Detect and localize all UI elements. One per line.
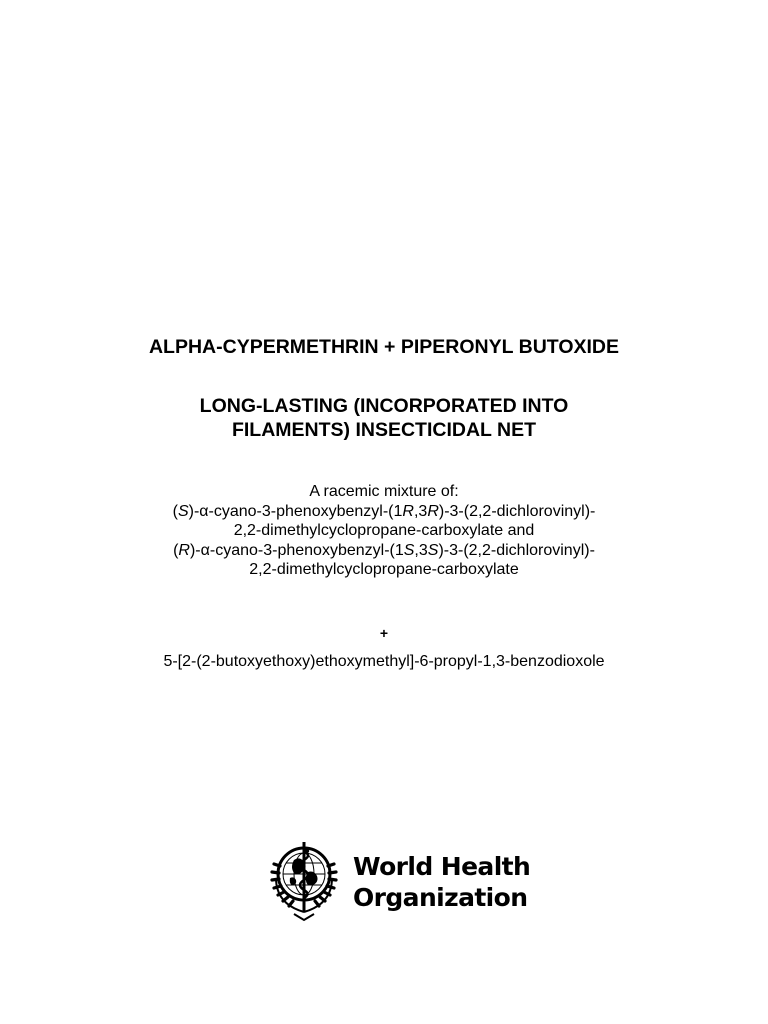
text-fragment: -cyano-3-phenoxybenzyl-(1	[209, 541, 404, 559]
who-wordmark-line-1: World Health	[353, 852, 531, 881]
chemical-description	[0, 482, 768, 580]
document-title: ALPHA-CYPERMETHRIN + PIPERONYL BUTOXIDE	[148, 336, 620, 358]
stereo-descriptor: S	[403, 541, 415, 559]
plus-sign: +	[379, 625, 389, 641]
stereo-descriptor: R	[427, 502, 439, 520]
document-subtitle	[0, 394, 768, 442]
subtitle-line-1: LONG-LASTING (INCORPORATED INTO	[199, 395, 569, 417]
stereo-descriptor: R	[402, 502, 414, 520]
subtitle-line-2: FILAMENTS) INSECTICIDAL NET	[231, 419, 537, 441]
text-fragment: -cyano-3-phenoxybenzyl-(1	[208, 502, 403, 520]
text-fragment: (	[172, 502, 178, 520]
stereo-descriptor: S	[427, 541, 439, 559]
second-compound: 5-[2-(2-butoxyethoxy)ethoxymethyl]-6-propyl-1,3-benzodioxole	[163, 653, 605, 670]
alpha-symbol: α	[200, 541, 210, 559]
chemical-line-1	[0, 502, 768, 522]
chemical-intro: A racemic mixture of:	[309, 483, 459, 500]
text-fragment: )-3-(2,2-dichlorovinyl)-	[438, 541, 595, 559]
chemical-line-2: 2,2-dimethylcyclopropane-carboxylate and	[233, 522, 535, 539]
who-emblem-icon	[264, 838, 344, 924]
stereo-descriptor: S	[177, 502, 189, 520]
who-wordmark-line-2: Organization	[353, 883, 528, 912]
stereo-descriptor: R	[178, 541, 190, 559]
who-logo	[264, 838, 531, 926]
alpha-symbol: α	[199, 502, 209, 520]
who-wordmark	[353, 851, 530, 913]
text-fragment: (	[173, 541, 179, 559]
chemical-line-3	[0, 541, 768, 561]
text-fragment: ,3	[414, 541, 428, 559]
chemical-line-4: 2,2-dimethylcyclopropane-carboxylate	[249, 561, 519, 578]
text-fragment: ,3	[413, 502, 428, 520]
text-fragment: )-	[188, 502, 200, 520]
text-fragment: )-3-(2,2-dichlorovinyl)-	[438, 502, 596, 520]
text-fragment: )-	[189, 541, 201, 559]
